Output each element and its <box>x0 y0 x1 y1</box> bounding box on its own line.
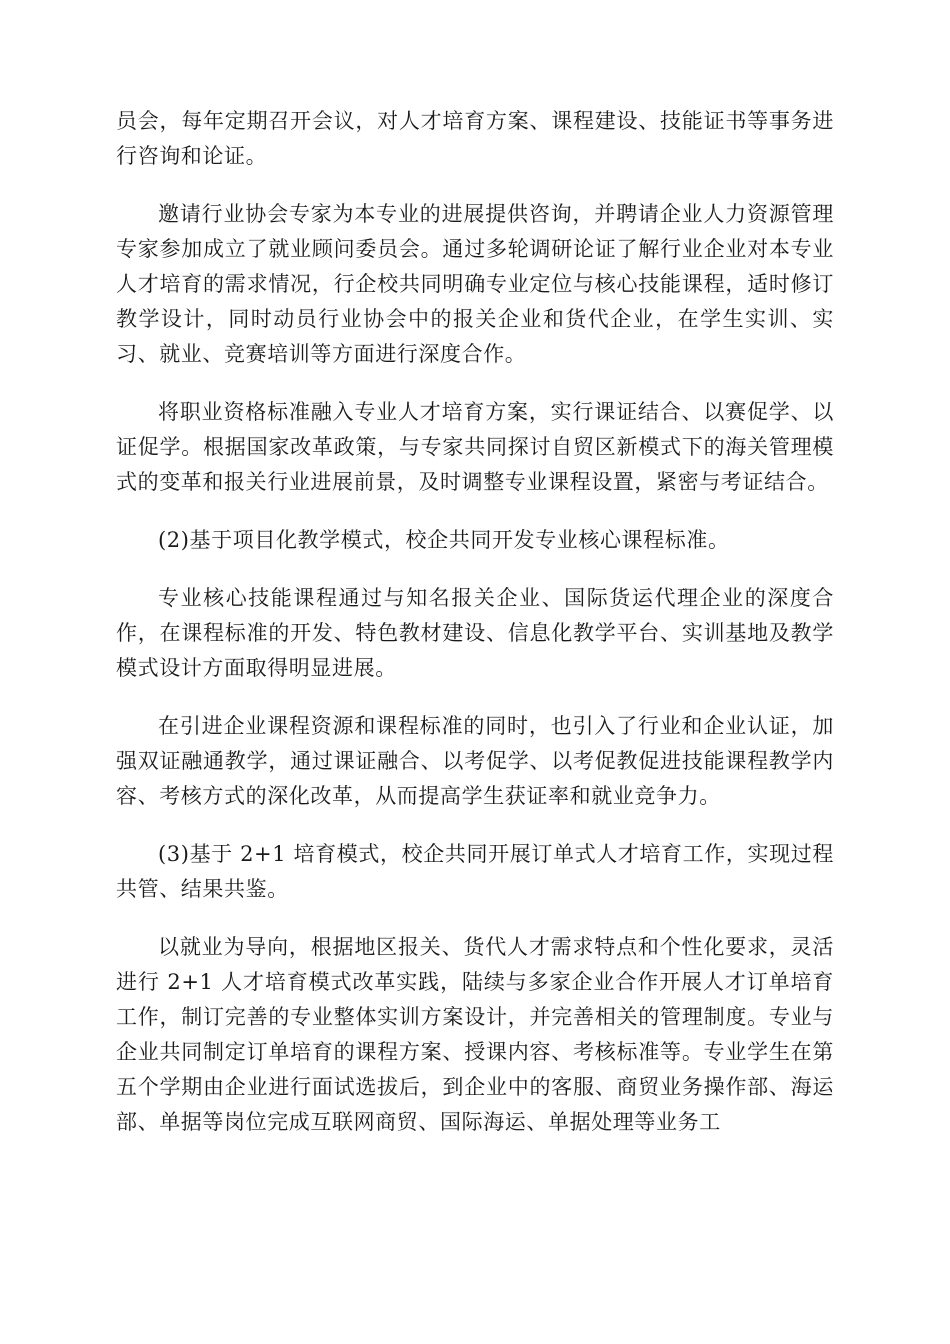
paragraph-continued: 员会，每年定期召开会议，对人才培育方案、课程建设、技能证书等事务进行咨询和论证。 <box>116 109 834 168</box>
document-body <box>116 104 834 1163</box>
paragraph-qualification-standards: 将职业资格标准融入专业人才培育方案，实行课证结合、以赛促学、以证促学。根据国家改革政策，与专家共同探讨自贸区新模式下的海关管理模式的变革和报关行业进展前景，及时调整专业课程设置，紧密与考证结合。 <box>116 400 834 494</box>
paragraph-order-training: 以就业为导向，根据地区报关、货代人才需求特点和个性化要求，灵活进行 2+1 人才培育模式改革实践，陆续与多家企业合作开展人才订单培育工作，制订完善的专业整体实训方案设计，并完善相关的管理制度。专业与企业共同制定订单培育的课程方案、授课内容、考核标准等。专业学生在第五个学期由企业进行面试选拔后，到企业中的客服、商贸业务操作部、海运部、单据等岗位完成互联网商贸、国际海运、单据处理等业务工 <box>116 935 834 1134</box>
paragraph-heading-3: (3)基于 2+1 培育模式，校企共同开展订单式人才培育工作，实现过程共管、结果共鉴。 <box>116 842 834 901</box>
paragraph-certification: 在引进企业课程资源和课程标准的同时，也引入了行业和企业认证，加强双证融通教学，通过课证融合、以考促学、以考促教促进技能课程教学内容、考核方式的深化改革，从而提高学生获证率和就业竞争力。 <box>116 714 834 808</box>
paragraph-core-courses: 专业核心技能课程通过与知名报关企业、国际货运代理企业的深度合作，在课程标准的开发、特色教材建设、信息化教学平台、实训基地及教学模式设计方面取得明显进展。 <box>116 586 834 680</box>
paragraph-industry-experts: 邀请行业协会专家为本专业的进展提供咨询，并聘请企业人力资源管理专家参加成立了就业顾问委员会。通过多轮调研论证了解行业企业对本专业人才培育的需求情况，行企校共同明确专业定位与核心技能课程，适时修订教学设计，同时动员行业协会中的报关企业和货代企业，在学生实训、实习、就业、竞赛培训等方面进行深度合作。 <box>116 202 834 366</box>
paragraph-heading-2: (2)基于项目化教学模式，校企共同开发专业核心课程标准。 <box>158 528 730 552</box>
